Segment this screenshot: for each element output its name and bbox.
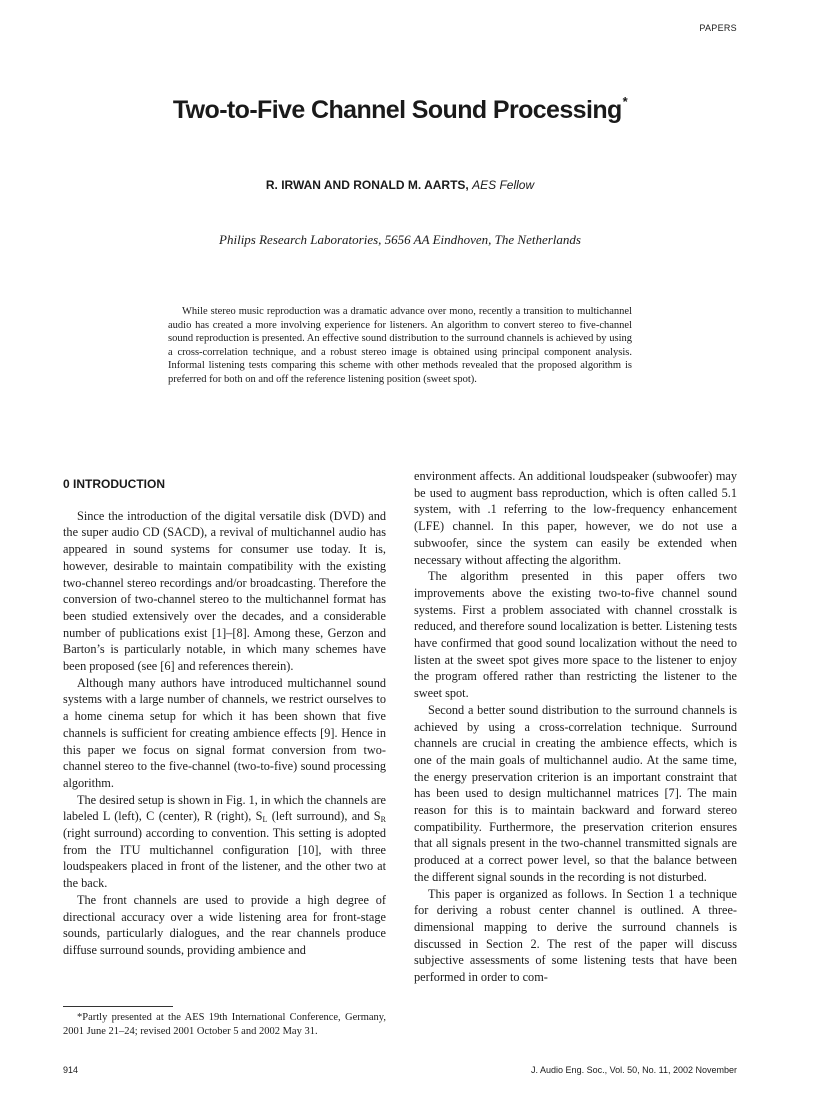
footnote-divider: [63, 1006, 173, 1007]
body-paragraph: Second a better sound distribution to the surround channels is achieved by using a cross-correlation technique. Surround channels are crucial in creating the ambience effects, which is one of the main goals of multichannel audio. At the same time, the energy preservation criterion is an important constraint that has been used to design multichannel matrices [7]. The main reason for this is to maintain backward and forward stereo compatibility. Furthermore, the preservation criterion ensures that all signals present in the two-channel transmitted signals are produced at a correct power level, so that the balance between the different signal sounds in the recording is not disturbed.: [414, 702, 737, 884]
abstract: While stereo music reproduction was a dramatic advance over mono, recently a transition to multichannel audio has created a more involving experience for listeners. An algorithm to convert stereo to five-channel sound reproduction is presented. An effective sound distribution to the surround channels is achieved by using a cross-correlation technique, and a robust stereo image is obtained using principal component analysis. Informal listening tests comparing this scheme with other methods revealed that the proposed algorithm is preferred for both on and off the reference listening position (sweet spot).: [168, 306, 632, 385]
section-heading-introduction: 0 INTRODUCTION: [63, 477, 165, 491]
fig-text-part: (left surround), and S: [267, 809, 381, 824]
body-paragraph: The algorithm presented in this paper offers two improvements above the existing two-to-five channel sound systems. First a problem associated with channel crosstalk is reduced, and therefore sound localization is better. Listening tests have confirmed that good sound localization without the need to listen at the sweet spot gives more space to the listener to enjoy the program offered rather than restricting the listener to the sweet spot.: [414, 569, 737, 701]
body-paragraph-figure-reference: [63, 792, 386, 892]
body-paragraph: Although many authors have introduced multichannel sound systems with a large number of channels, we restrict ourselves to a home cinema setup for which it has been shown that five channels is sufficient for creating ambience effects [9]. Hence in this paper we focus on signal format conversion from two-channel stereo to the five-channel (two-to-five) sound processing algorithm.: [63, 675, 386, 790]
authors-line: [0, 178, 800, 192]
paper-title: [0, 94, 800, 125]
body-paragraph-continued: environment affects. An additional loudspeaker (subwoofer) may be used to augment bass reproduction, which is often called 5.1 system, with .1 referring to the low-frequency enhancement (LFE) channel. In this paper, however, we do not use a subwoofer, since the system can easily be extended when necessary without affecting the algorithm.: [414, 469, 737, 567]
author-title: AES Fellow: [472, 178, 535, 192]
affiliation: Philips Research Laboratories, 5656 AA Eindhoven, The Netherlands: [219, 232, 581, 247]
title-footnote-mark: *: [622, 94, 628, 109]
body-paragraph: This paper is organized as follows. In Section 1 a technique for deriving a robust center channel is outlined. A three-dimensional mapping to derive the surround channels is discussed in Section 2. The rest of the paper will discuss subjective assessments of some listening tests that have been performed in order to com-: [414, 886, 737, 985]
subscript-l: L: [262, 815, 268, 825]
journal-reference: J. Audio Eng. Soc., Vol. 50, No. 11, 2002 November: [531, 1065, 737, 1075]
left-column: [63, 474, 386, 959]
fig-text-part: The desired setup is shown in Fig. 1, in which the channels are labeled L (left), C (center), R (right), S: [63, 792, 386, 824]
paper-title-text: Two-to-Five Channel Sound Processing: [172, 96, 622, 124]
body-paragraph: The front channels are used to provide a high degree of directional accuracy over a wide listening area for front-stage sounds, particularly dialogues, and the rear channels produce diffuse surround sounds, providing ambience and: [63, 892, 386, 957]
running-header: PAPERS: [699, 23, 737, 33]
body-paragraph: Since the introduction of the digital versatile disk (DVD) and the super audio CD (SACD), a revival of multichannel audio has appeared in sound systems for consumer use today. It is, however, desirable to maintain compatibility with the existing two-channel stereo recordings and/or broadcasting. Therefore the conversion of two-channel stereo to the multichannel format has been studied extensively over the decades, and a considerable number of publications exist [1]–[8]. Among these, Gerzon and Barton’s is particularly notable, in which many schemes have been proposed (see [6] and references therein).: [63, 508, 386, 674]
footnote: *Partly presented at the AES 19th International Conference, Germany, 2001 June 21–24; revised 2001 October 5 and 2002 May 31.: [63, 1012, 386, 1037]
right-column: [414, 468, 737, 986]
author-names: R. IRWAN AND RONALD M. AARTS,: [265, 178, 469, 192]
fig-text-part: (right surround) according to convention. This setting is adopted from the ITU multichannel configuration [10], with three loudspeakers placed in front of the listener, and the other two at the back.: [63, 826, 386, 891]
subscript-r: R: [380, 815, 386, 825]
page-number: 914: [63, 1065, 79, 1075]
